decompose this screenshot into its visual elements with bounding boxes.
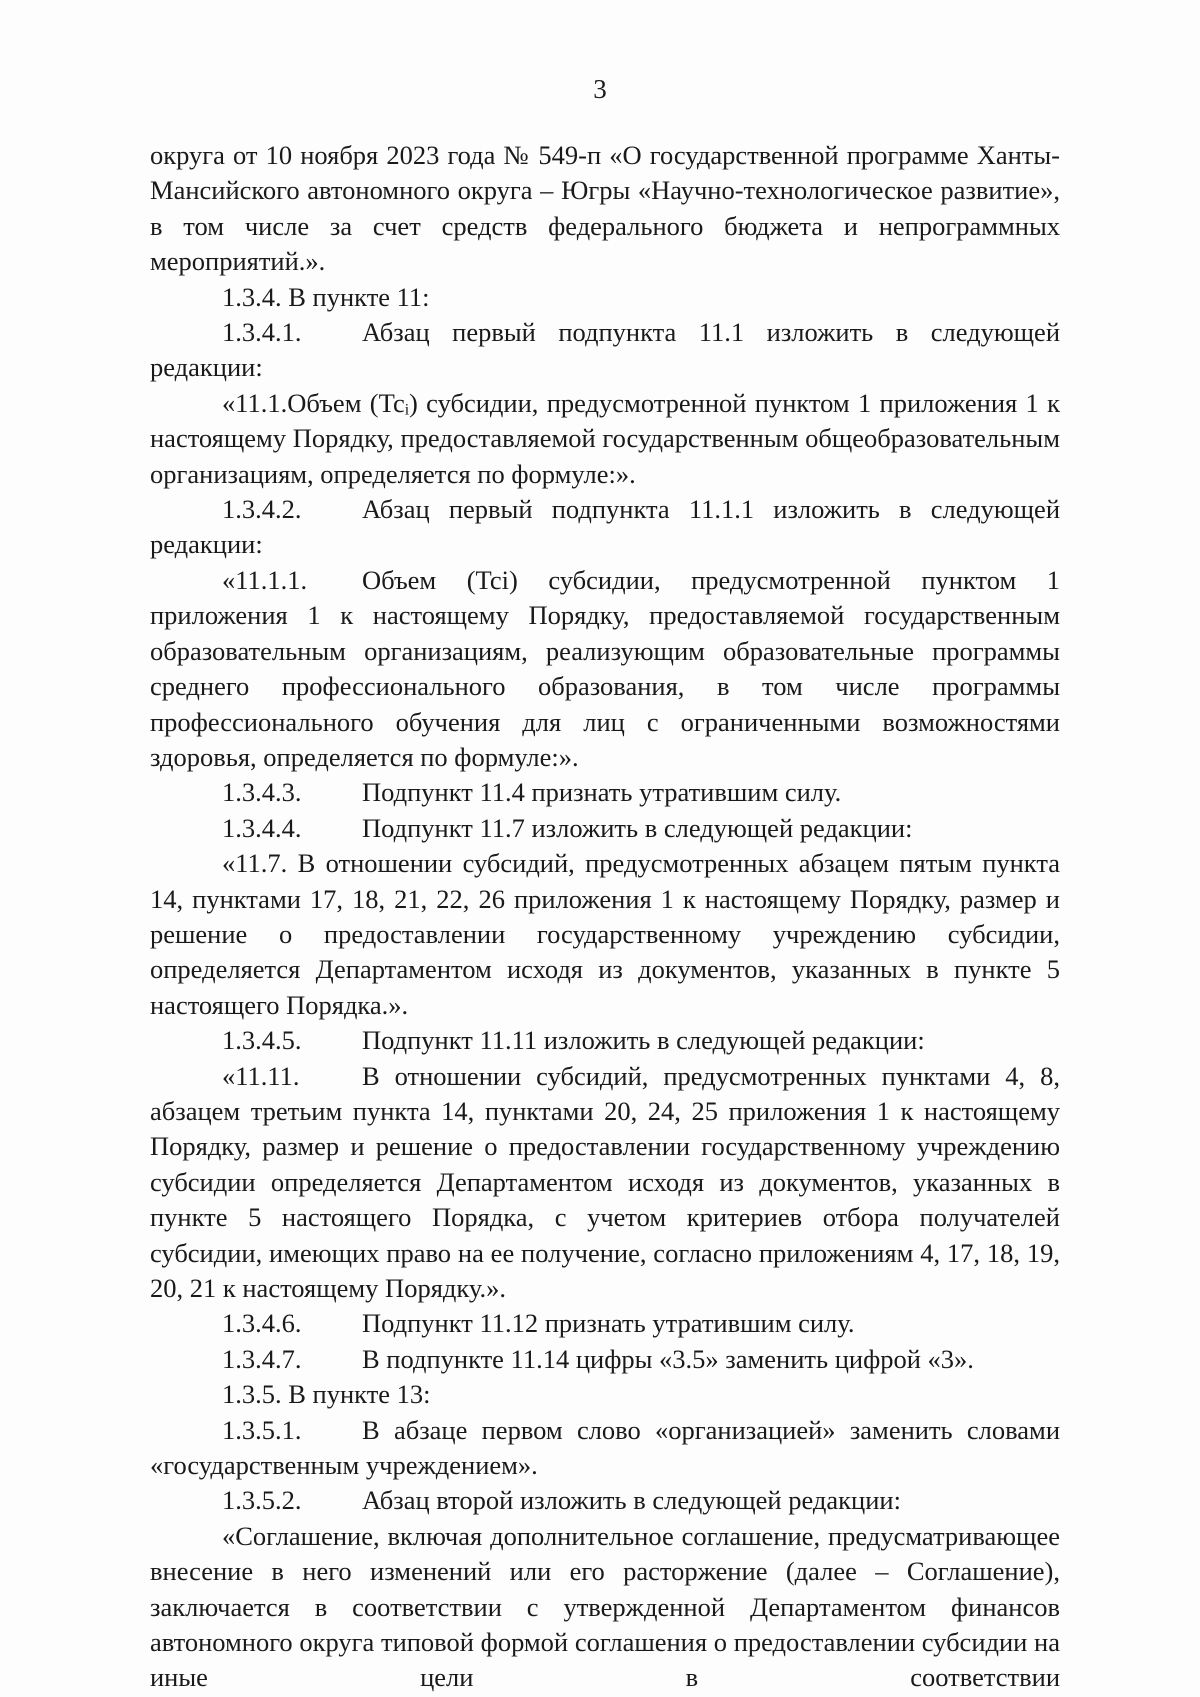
list-item xyxy=(150,1483,1060,1518)
list-item xyxy=(150,492,1060,563)
item-number: 1.3.4.3. xyxy=(222,777,302,808)
item-text: В отношении субсидий, предусмотренных пунктами 4, 8, абзацем третьим пункта 14, пунктами 20, 24, 25 приложения 1 к настоящему Порядку, размер и решение о предоставлении государственному учреждению субсидии определяется Департаментом исходя из документов, указанных в пункте 5 настоящего Порядка, с учетом критериев отбора получателей субсидии, имеющих право на ее получение, согласно приложениям 4, 17, 18, 19, 20, 21 к настоящему Порядку.». xyxy=(150,1060,1060,1303)
paragraph: 1.3.5. В пункте 13: xyxy=(222,1379,431,1410)
list-item xyxy=(150,315,1060,386)
item-number: 1.3.4.4. xyxy=(222,812,302,843)
page-number: 3 xyxy=(593,74,607,104)
item-text: Подпункт 11.4 признать утратившим силу. xyxy=(362,777,842,808)
paragraph: 1.3.4. В пункте 11: xyxy=(222,281,430,312)
item-number: 1.3.5.1. xyxy=(222,1414,302,1445)
list-item xyxy=(150,1306,1060,1341)
paragraph: округа от 10 ноября 2023 года № 549-п «О государственной программе Ханты-Мансийского автономного округа – Югры «Научно-технологическое развитие», в том числе за счет средств федерального бюджета и непрограммных мероприятий.». xyxy=(150,140,1060,277)
item-text: В подпункте 11.14 цифры «3.5» заменить цифрой «3». xyxy=(362,1343,974,1374)
list-item xyxy=(150,811,1060,846)
paragraph: «Соглашение, включая дополнительное соглашение, предусматривающее внесение в него изменений или его расторжение (далее – Соглашение), заключается в соответствии с утвержденной Департаментом финансов автономного округа типовой формой соглашения о предоставлении субсидии на иные цели в соответствии xyxy=(150,1520,1060,1693)
item-number: 1.3.4.7. xyxy=(222,1343,302,1374)
list-item xyxy=(150,775,1060,810)
item-number: 1.3.4.5. xyxy=(222,1025,302,1056)
paragraph: «11.7. В отношении субсидий, предусмотренных абзацем пятым пункта 14, пунктами 17, 18, 21, 22, 26 приложения 1 к настоящему Порядку, размер и решение о предоставлении государственному учреждению субсидии, определяется Департаментом исходя из документов, указанных в пункте 5 настоящего Порядка.». xyxy=(150,848,1060,1020)
item-text: Подпункт 11.12 признать утратившим силу. xyxy=(362,1308,855,1339)
item-text: В абзаце первом слово «организацией» заменить словами «государственным учреждением». xyxy=(150,1414,1060,1481)
item-text: Абзац второй изложить в следующей редакции: xyxy=(362,1485,901,1516)
item-number: 1.3.4.6. xyxy=(222,1308,302,1339)
item-text: Подпункт 11.11 изложить в следующей редакции: xyxy=(362,1025,925,1056)
item-text: Подпункт 11.7 изложить в следующей редакции: xyxy=(362,812,913,843)
item-number: 1.3.5.2. xyxy=(222,1485,302,1516)
list-item xyxy=(150,563,1060,775)
item-text: Абзац первый подпункта 11.1 изложить в следующей редакции: xyxy=(150,317,1060,383)
item-number: «11.11. xyxy=(222,1060,300,1091)
item-text: Объем (Tci) субсидии, предусмотренной пунктом 1 приложения 1 к настоящему Порядку, предоставляемой государственным образовательным организациям, реализующим образовательные программы среднего профессионального образования, в том числе программы профессионального обучения для лиц с ограниченными возможностями здоровья, определяется по формуле:». xyxy=(150,564,1060,772)
paragraph: «11.1.Объем (Tcᵢ) субсидии, предусмотренной пунктом 1 приложения 1 к настоящему Порядку, предоставляемой государственным общеобразовательным организациям, определяется по формуле:». xyxy=(150,387,1060,489)
item-number: 1.3.4.1. xyxy=(222,317,302,348)
item-number: 1.3.4.2. xyxy=(222,494,302,525)
item-text: Абзац первый подпункта 11.1.1 изложить в следующей редакции: xyxy=(150,494,1060,560)
list-item xyxy=(150,1342,1060,1377)
document-body xyxy=(150,138,1060,1696)
list-item xyxy=(150,1023,1060,1058)
item-number: «11.1.1. xyxy=(222,564,308,595)
list-item xyxy=(150,1059,1060,1307)
list-item xyxy=(150,1413,1060,1484)
